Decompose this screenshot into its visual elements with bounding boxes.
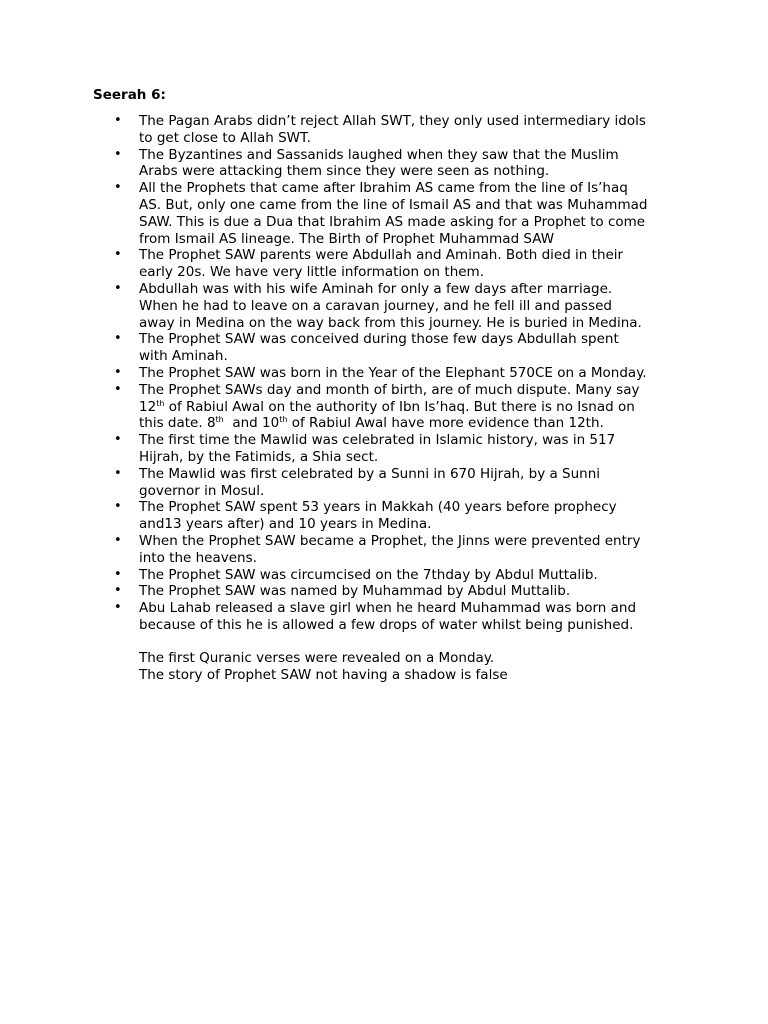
list-item-line: The Prophet SAW was named by Muhammad by Abdul Muttalib.: [139, 583, 571, 600]
list-item: [93, 281, 693, 331]
list-item: [93, 567, 693, 584]
bullet-icon: •: [114, 499, 122, 515]
list-item-line: from Ismail AS lineage. The Birth of Prophet Muhammad SAW: [139, 230, 555, 247]
bullet-icon: •: [114, 432, 122, 448]
list-item-line: The Prophet SAW was conceived during those few days Abdullah spent: [139, 331, 619, 348]
list-item-line: away in Medina on the way back from this journey. He is buried in Medina.: [139, 314, 642, 331]
list-item-line: The Prophet SAW was circumcised on the 7thday by Abdul Muttalib.: [139, 566, 598, 583]
list-item-line: The Prophet SAW spent 53 years in Makkah (40 years before prophecy: [139, 499, 617, 516]
bullet-list: [93, 113, 693, 634]
list-item: [93, 432, 693, 466]
line-text: of Rabiul Awal have more evidence than 12th.: [287, 415, 604, 432]
bullet-icon: •: [114, 583, 122, 599]
bullet-icon: •: [114, 381, 122, 397]
list-item-line: The Mawlid was first celebrated by a Sunni in 670 Hijrah, by a Sunni: [139, 465, 601, 482]
list-item-line: [139, 399, 693, 416]
line-text: of Rabiul Awal on the authority of Ibn Is’haq. But there is no Isnad on: [164, 398, 635, 415]
list-item-line: When he had to leave on a caravan journey, and he fell ill and passed: [139, 297, 612, 314]
list-item-line: The first time the Mawlid was celebrated in Islamic history, was in 517: [139, 432, 616, 449]
list-item-line: into the heavens.: [139, 549, 257, 566]
bullet-icon: •: [114, 465, 122, 481]
bullet-icon: •: [114, 532, 122, 548]
list-item-line: governor in Mosul.: [139, 482, 265, 499]
line-text: and 10: [223, 415, 280, 432]
list-item-line: All the Prophets that came after Ibrahim AS came from the line of Is’haq: [139, 180, 628, 197]
bullet-icon: •: [114, 180, 122, 196]
bullet-icon: •: [114, 146, 122, 162]
bullet-icon: •: [114, 331, 122, 347]
ordinal-suffix: th: [215, 415, 224, 425]
list-item: [93, 180, 693, 247]
list-item-line: The Byzantines and Sassanids laughed when they saw that the Muslim: [139, 146, 619, 163]
list-item-line: SAW. This is due a Dua that Ibrahim AS made asking for a Prophet to come: [139, 213, 646, 230]
list-item-line: early 20s. We have very little information on them.: [139, 264, 484, 281]
bullet-icon: •: [114, 113, 122, 128]
line-text: this date. 8: [139, 415, 216, 432]
list-item: [93, 147, 693, 181]
list-item: [93, 600, 693, 634]
notes-block: [139, 650, 508, 684]
bullet-icon: •: [114, 364, 122, 380]
list-item: [93, 113, 693, 147]
note-line: The first Quranic verses were revealed on a Monday.: [139, 650, 495, 666]
list-item-line: Hijrah, by the Fatimids, a Shia sect.: [139, 448, 379, 465]
list-item-line: to get close to Allah SWT.: [139, 129, 311, 146]
list-item: [93, 583, 693, 600]
list-item-line: because of this he is allowed a few drops of water whilst being punished.: [139, 616, 634, 633]
list-item-line: When the Prophet SAW became a Prophet, the Jinns were prevented entry: [139, 532, 641, 549]
list-item: [93, 382, 693, 432]
list-item-line: [139, 415, 693, 432]
list-item-line: Arabs were attacking them since they were seen as nothing.: [139, 163, 550, 180]
ordinal-suffix: th: [156, 398, 165, 408]
list-item: [93, 533, 693, 567]
document-heading: Seerah 6:: [93, 87, 166, 103]
bullet-icon: •: [114, 566, 122, 582]
list-item-line: The Prophet SAWs day and month of birth, are of much dispute. Many say: [139, 381, 640, 398]
list-item-line: Abu Lahab released a slave girl when he heard Muhammad was born and: [139, 600, 637, 617]
bullet-icon: •: [114, 280, 122, 296]
list-item-line: and13 years after) and 10 years in Medina.: [139, 516, 432, 533]
bullet-icon: •: [114, 600, 122, 616]
list-item-line: with Aminah.: [139, 348, 228, 365]
ordinal-number: 12: [139, 398, 157, 415]
list-item-line: The Prophet SAW was born in the Year of the Elephant 570CE on a Monday.: [139, 364, 647, 381]
list-item: [93, 331, 693, 365]
list-item-line: Abdullah was with his wife Aminah for only a few days after marriage.: [139, 280, 613, 297]
note-line: The story of Prophet SAW not having a shadow is false: [139, 666, 508, 683]
bullet-icon: •: [114, 247, 122, 263]
list-item: [93, 365, 693, 382]
list-item: [93, 466, 693, 500]
ordinal-suffix: th: [279, 415, 288, 425]
list-item: [93, 499, 693, 533]
list-item: [93, 247, 693, 281]
list-item-line: The Prophet SAW parents were Abdullah and Aminah. Both died in their: [139, 247, 624, 264]
list-item-line: AS. But, only one came from the line of Ismail AS and that was Muhammad: [139, 196, 648, 213]
list-item-line: The Pagan Arabs didn’t reject Allah SWT, they only used intermediary idols: [139, 113, 646, 129]
